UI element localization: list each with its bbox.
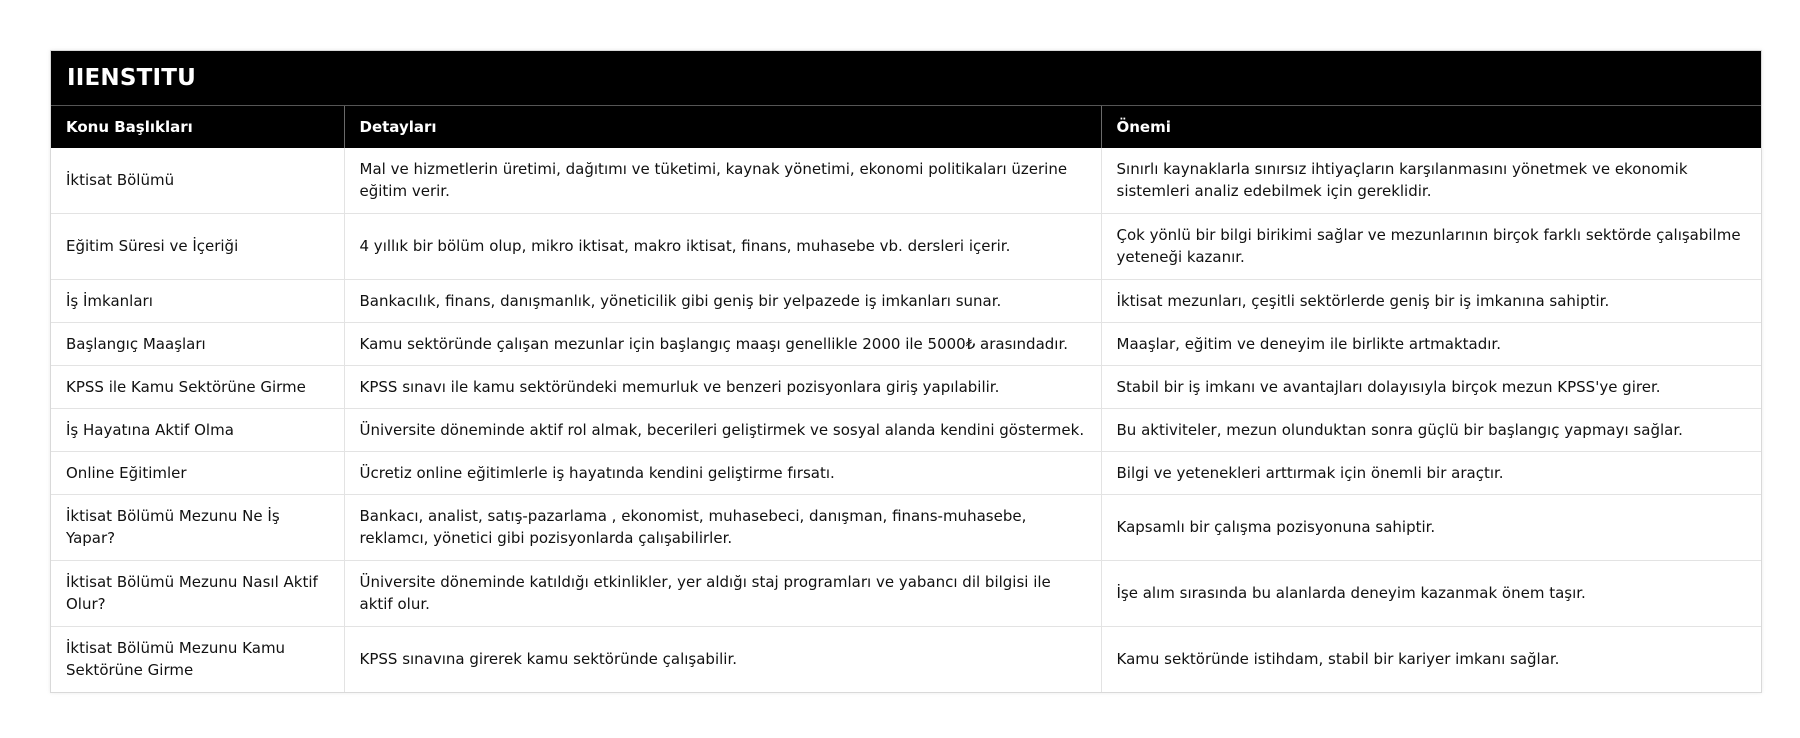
header-details: Detayları — [344, 106, 1101, 148]
table-row — [51, 627, 1761, 693]
cell-topic: İktisat Bölümü Mezunu Nasıl Aktif Olur? — [51, 561, 344, 627]
cell-topic: İktisat Bölümü Mezunu Ne İş Yapar? — [51, 495, 344, 561]
table-row — [51, 561, 1761, 627]
info-table — [51, 106, 1761, 692]
table-title: IIENSTITU — [51, 51, 1761, 106]
table-row — [51, 280, 1761, 323]
cell-importance: Kamu sektöründe istihdam, stabil bir kariyer imkanı sağlar. — [1116, 650, 1560, 668]
table-row — [51, 366, 1761, 409]
cell-topic: Online Eğitimler — [51, 452, 344, 495]
cell-details: Üniversite döneminde katıldığı etkinlikler, yer aldığı staj programları ve yabancı dil bilgisi ile aktif olur. — [344, 561, 1101, 627]
cell-details: 4 yıllık bir bölüm olup, mikro iktisat, makro iktisat, finans, muhasebe vb. dersleri içerir. — [344, 214, 1101, 280]
cell-topic: KPSS ile Kamu Sektörüne Girme — [51, 366, 344, 409]
info-table-card — [50, 50, 1762, 693]
cell-topic: İş İmkanları — [51, 280, 344, 323]
cell-topic: İş Hayatına Aktif Olma — [51, 409, 344, 452]
header-importance: Önemi — [1101, 106, 1761, 148]
cell-topic: İktisat Bölümü — [51, 148, 344, 214]
table-row — [51, 452, 1761, 495]
header-topic: Konu Başlıkları — [51, 106, 344, 148]
header-row — [51, 106, 1761, 148]
cell-importance: Çok yönlü bir bilgi birikimi sağlar ve mezunlarının birçok farklı sektörde çalışabilme yeteneği kazanır. — [1101, 214, 1761, 280]
cell-importance: Stabil bir iş imkanı ve avantajları dolayısıyla birçok mezun KPSS'ye girer. — [1101, 366, 1761, 409]
cell-details: Ücretiz online eğitimlerle iş hayatında kendini geliştirme fırsatı. — [344, 452, 1101, 495]
cell-importance: Sınırlı kaynaklarla sınırsız ihtiyaçların karşılanmasını yönetmek ve ekonomik sistemleri analiz edebilmek için gereklidir. — [1101, 148, 1761, 214]
cell-importance: Bu aktiviteler, mezun olunduktan sonra güçlü bir başlangıç yapmayı sağlar. — [1101, 409, 1761, 452]
cell-importance: Bilgi ve yetenekleri arttırmak için önemli bir araçtır. — [1101, 452, 1761, 495]
cell-details: Mal ve hizmetlerin üretimi, dağıtımı ve tüketimi, kaynak yönetimi, ekonomi politikaları üzerine eğitim verir. — [344, 148, 1101, 214]
cell-importance: Kapsamlı bir çalışma pozisyonuna sahiptir. — [1101, 495, 1761, 561]
cell-details: Kamu sektöründe çalışan mezunlar için başlangıç maaşı genellikle 2000 ile 5000₺ arasındadır. — [344, 323, 1101, 366]
table-row — [51, 148, 1761, 214]
cell-details: Bankacılık, finans, danışmanlık, yöneticilik gibi geniş bir yelpazede iş imkanları sunar. — [344, 280, 1101, 323]
cell-details: KPSS sınavı ile kamu sektöründeki memurluk ve benzeri pozisyonlara giriş yapılabilir. — [344, 366, 1101, 409]
table-row — [51, 214, 1761, 280]
cell-importance: İktisat mezunları, çeşitli sektörlerde geniş bir iş imkanına sahiptir. — [1101, 280, 1761, 323]
cell-topic: İktisat Bölümü Mezunu Kamu Sektörüne Girme — [51, 627, 344, 693]
cell-topic: Başlangıç Maaşları — [51, 323, 344, 366]
cell-topic: Eğitim Süresi ve İçeriği — [51, 214, 344, 280]
table-row — [51, 323, 1761, 366]
cell-details: Bankacı, analist, satış-pazarlama , ekonomist, muhasebeci, danışman, finans-muhasebe, reklamcı, yönetici gibi pozisyonlarda çalışabilirler. — [344, 495, 1101, 561]
table-row — [51, 495, 1761, 561]
table-row — [51, 409, 1761, 452]
cell-details: KPSS sınavına girerek kamu sektöründe çalışabilir. — [344, 627, 1101, 693]
cell-importance: Maaşlar, eğitim ve deneyim ile birlikte artmaktadır. — [1101, 323, 1761, 366]
cell-importance: İşe alım sırasında bu alanlarda deneyim kazanmak önem taşır. — [1101, 561, 1761, 627]
cell-details: Üniversite döneminde aktif rol almak, becerileri geliştirmek ve sosyal alanda kendini göstermek. — [344, 409, 1101, 452]
